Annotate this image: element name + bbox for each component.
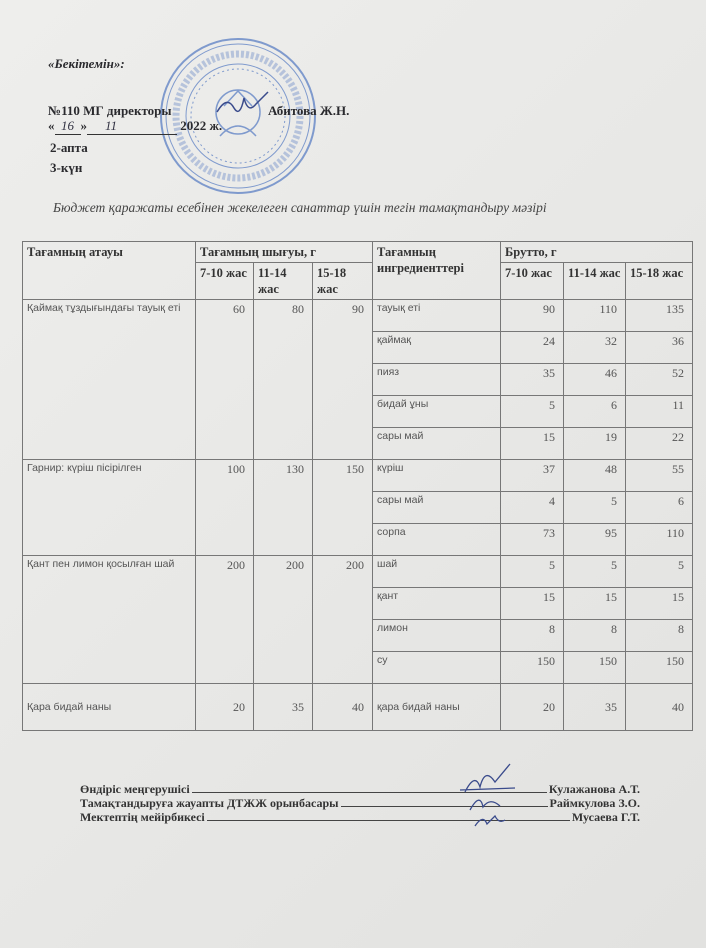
dish-yield: 20 [196,684,254,731]
ingredient-brutto: 40 [626,684,693,731]
dish-yield: 200 [196,556,254,684]
ingredient-brutto: 95 [564,524,626,556]
header-age: 7-10 жас [501,263,564,300]
dish-yield: 40 [313,684,373,731]
dish-yield: 200 [254,556,313,684]
signature-row [80,810,640,824]
signatures-block [80,782,640,824]
handwritten-signatures [455,762,535,832]
ingredient-name: қант [373,588,501,620]
header-yield: Тағамның шығуы, г [196,242,373,263]
ingredient-brutto: 73 [501,524,564,556]
ingredient-brutto: 15 [501,588,564,620]
signature-role: Мектептің мейірбикесі [80,810,205,824]
ingredient-brutto: 5 [501,556,564,588]
ingredient-name: лимон [373,620,501,652]
ingredient-brutto: 46 [564,364,626,396]
ingredient-name: қаймақ [373,332,501,364]
ingredient-name: тауық еті [373,300,501,332]
ingredient-brutto: 4 [501,492,564,524]
ingredient-brutto: 55 [626,460,693,492]
ingredient-brutto: 5 [564,556,626,588]
header-dish: Тағамның атауы [23,242,196,300]
ingredient-brutto: 37 [501,460,564,492]
date-year: 2022 ж. [180,118,223,133]
dish-yield: 90 [313,300,373,460]
ingredient-brutto: 5 [626,556,693,588]
ingredient-name: шай [373,556,501,588]
table-row [23,460,693,492]
dish-name: Қаймақ тұздығындағы тауық еті [23,300,196,460]
ingredient-brutto: 150 [564,652,626,684]
header-age: 15-18 жас [313,263,373,300]
ingredient-brutto: 24 [501,332,564,364]
dish-name: Қант пен лимон қосылған шай [23,556,196,684]
dish-yield: 130 [254,460,313,556]
dish-yield: 80 [254,300,313,460]
dish-yield: 100 [196,460,254,556]
dish-yield: 150 [313,460,373,556]
ingredient-brutto: 15 [564,588,626,620]
ingredient-name: сары май [373,428,501,460]
date-month: 11 [87,118,177,135]
ingredient-name: сорпа [373,524,501,556]
ingredient-brutto: 36 [626,332,693,364]
dish-yield: 35 [254,684,313,731]
ingredient-brutto: 11 [626,396,693,428]
ingredient-name: су [373,652,501,684]
ingredient-brutto: 135 [626,300,693,332]
ingredient-brutto: 6 [564,396,626,428]
approval-date: « 16 » 11 2022 ж. [48,118,223,133]
table-row [23,684,693,731]
signature-row [80,796,640,810]
header-brutto: Брутто, г [501,242,693,263]
ingredient-brutto: 19 [564,428,626,460]
director-name: Абитова Ж.Н. [268,103,350,118]
ingredient-name: қара бидай наны [373,684,501,731]
ingredient-brutto: 35 [564,684,626,731]
approval-label: «Бекітемін»: [48,56,125,71]
director-line: №110 МГ директоры [48,103,172,118]
ingredient-brutto: 15 [626,588,693,620]
header-age: 7-10 жас [196,263,254,300]
signature-role: Өндіріс меңгерушісі [80,782,190,796]
ingredient-brutto: 22 [626,428,693,460]
ingredient-name: сары май [373,492,501,524]
ingredient-name: бидай ұны [373,396,501,428]
ingredient-brutto: 8 [564,620,626,652]
ingredient-name: пияз [373,364,501,396]
ingredient-brutto: 52 [626,364,693,396]
ingredient-brutto: 5 [564,492,626,524]
ingredient-brutto: 35 [501,364,564,396]
ingredient-brutto: 90 [501,300,564,332]
table-row [23,556,693,588]
week-label: 2-апта [50,140,88,155]
dish-yield: 200 [313,556,373,684]
table-row [23,300,693,332]
header-age: 11-14 жас [564,263,626,300]
menu-table [22,241,693,731]
ingredient-name: күріш [373,460,501,492]
ingredient-brutto: 6 [626,492,693,524]
ingredient-brutto: 5 [501,396,564,428]
ingredient-brutto: 150 [626,652,693,684]
ingredient-brutto: 48 [564,460,626,492]
ingredient-brutto: 8 [501,620,564,652]
ingredient-brutto: 110 [626,524,693,556]
signature-name: Мусаева Г.Т. [571,810,640,824]
ingredient-brutto: 20 [501,684,564,731]
document-title: Бюджет қаражаты есебінен жекелеген санаттар үшін тегін тамақтандыру мәзірі [53,200,547,215]
header-ingredients: Тағамның ингредиенттері [373,242,501,300]
signature-name: Раймкулова З.О. [549,796,640,810]
signature-row [80,782,640,796]
header-age: 11-14 жас [254,263,313,300]
ingredient-brutto: 32 [564,332,626,364]
ingredient-brutto: 110 [564,300,626,332]
ingredient-brutto: 15 [501,428,564,460]
date-day: 16 [55,118,81,135]
dish-name: Қара бидай наны [23,684,196,731]
dish-yield: 60 [196,300,254,460]
dish-name: Гарнир: күріш пісірілген [23,460,196,556]
ingredient-brutto: 150 [501,652,564,684]
ingredient-brutto: 8 [626,620,693,652]
director-signature [212,90,272,120]
header-age: 15-18 жас [626,263,693,300]
day-label: 3-күн [50,160,83,175]
signature-name: Кулажанова А.Т. [548,782,640,796]
signature-role: Тамақтандыруға жауапты ДТЖЖ орынбасары [80,796,339,810]
